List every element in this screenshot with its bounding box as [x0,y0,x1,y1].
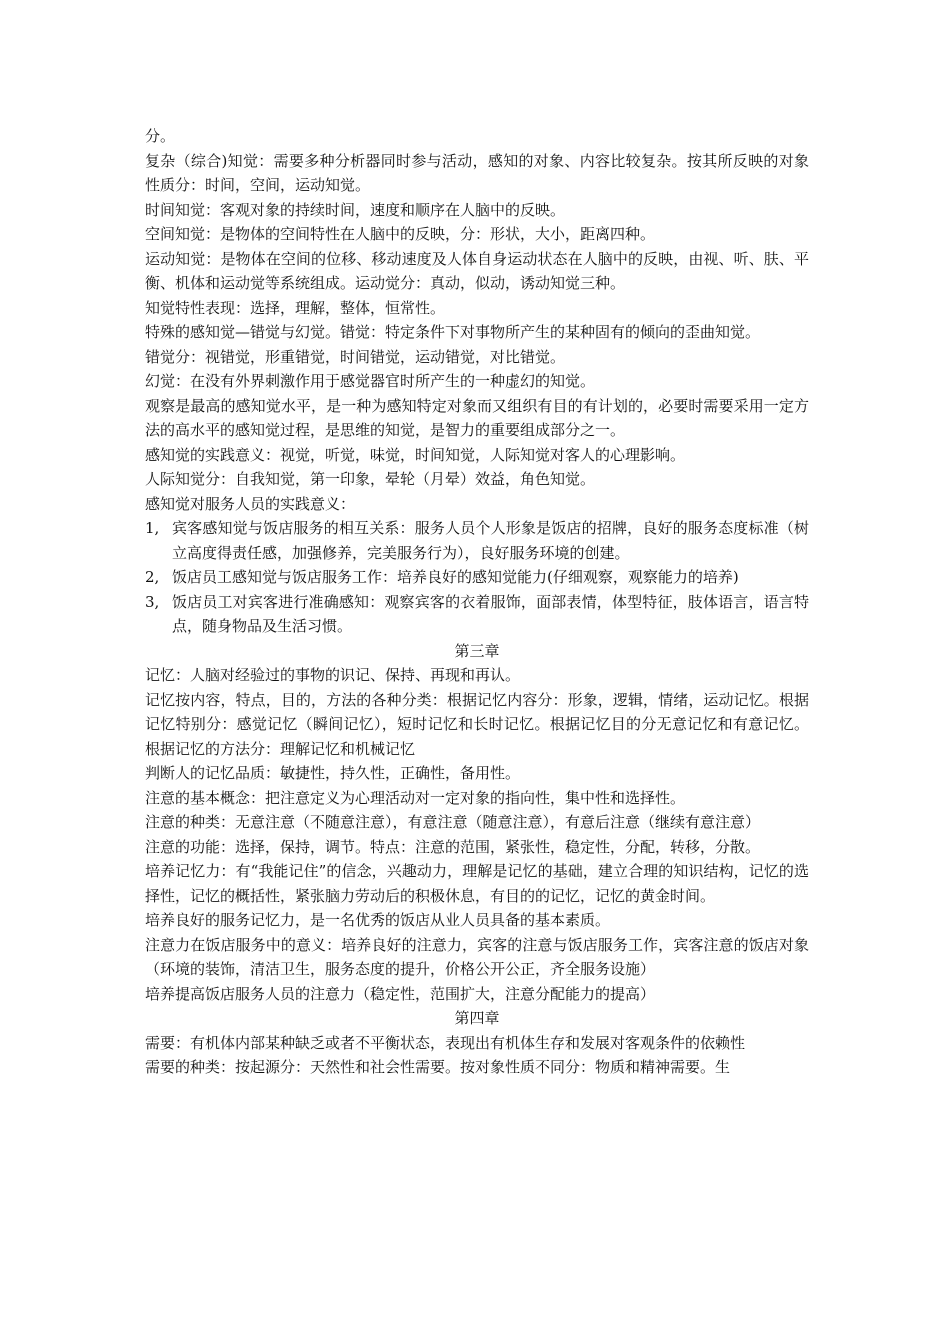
paragraph: 注意力在饭店服务中的意义：培养良好的注意力，宾客的注意与饭店服务工作，宾客注意的饭店对象（环境的装饰，清洁卫生，服务态度的提升，价格公开公正，齐全服务设施） [145,935,809,978]
list-item-text: 饭店员工对宾客进行准确感知：观察宾客的衣着服饰，面部表情，体型特征，肢体语言，语言特点，随身物品及生活习惯。 [172,592,809,635]
paragraph: 培养提高饭店服务人员的注意力（稳定性，范围扩大，注意分配能力的提高） [145,984,656,1003]
paragraph: 观察是最高的感知觉水平，是一种为感知特定对象而又组织有目的有计划的，必要时需要采用一定方法的高水平的感知觉过程，是思维的知觉，是智力的重要组成部分之一。 [145,396,809,439]
paragraph: 需要：有机体内部某种缺乏或者不平衡状态，表现出有机体生存和发展对客观条件的依赖性 [145,1033,746,1052]
paragraph: 注意的功能：选择，保持，调节。特点：注意的范围，紧张性，稳定性，分配，转移，分散。 [145,837,761,856]
paragraph: 知觉特性表现：选择，理解，整体，恒常性。 [145,298,446,317]
paragraph: 培养记忆力：有“我能记住”的信念，兴趣动力，理解是记忆的基础，建立合理的知识结构，记忆的选择性，记忆的概括性，紧张脑力劳动后的积极休息，有目的的记忆，记忆的黄金时间。 [145,862,809,905]
chapter-heading: 第四章 [454,1009,500,1027]
list-item-text: 饭店员工感知觉与饭店服务工作：培养良好的感知觉能力(仔细观察，观察能力的培养) [172,568,739,586]
list-item-text: 宾客感知觉与饭店服务的相互关系：服务人员个人形象是饭店的招牌，良好的服务态度标准（树立高度得责任感，加强修养，完美服务行为），良好服务环境的创建。 [172,519,809,562]
paragraph: 复杂（综合)知觉：需要多种分析器同时参与活动，感知的对象、内容比较复杂。按其所反映的对象性质分：时间，空间，运动知觉。 [145,151,809,194]
list-item [145,590,809,639]
paragraph: 特殊的感知觉—错觉与幻觉。错觉：特定条件下对事物所产生的某种固有的倾向的歪曲知觉。 [145,323,761,341]
paragraph: 注意的种类：无意注意（不随意注意），有意注意（随意注意），有意后注意（继续有意注意） [145,813,761,831]
paragraph: 需要的种类：按起源分：天然性和社会性需要。按对象性质不同分：物质和精神需要。生 [145,1058,731,1076]
paragraph: 注意的基本概念：把注意定义为心理活动对一定对象的指向性，集中性和选择性。 [145,788,686,807]
paragraph: 感知觉的实践意义：视觉，听觉，味觉，时间知觉，人际知觉对客人的心理影响。 [145,445,686,464]
paragraph: 分。 [145,127,176,145]
list-item-number: 2, [145,568,160,586]
paragraph: 时间知觉：客观对象的持续时间，速度和顺序在人脑中的反映。 [145,200,566,219]
list-item [145,565,809,590]
paragraph: 记忆按内容，特点，目的，方法的各种分类：根据记忆内容分：形象，逻辑，情绪，运动记忆。根据记忆特别分：感觉记忆（瞬间记忆），短时记忆和长时记忆。根据记忆目的分无意记忆和有意记忆。根据记忆的方法分：理解记忆和机械记忆 [145,690,809,758]
chapter-heading: 第三章 [454,641,500,660]
paragraph: 幻觉：在没有外界刺激作用于感觉器官时所产生的一种虚幻的知觉。 [145,372,596,390]
list-item [145,516,809,565]
paragraph: 空间知觉：是物体的空间特性在人脑中的反映，分：形状，大小，距离四种。 [145,225,656,243]
paragraph: 判断人的记忆品质：敏捷性，持久性，正确性，备用性。 [145,764,521,782]
paragraph: 错觉分：视错觉，形重错觉，时间错觉，运动错觉，对比错觉。 [145,347,566,366]
document-page [145,124,809,1080]
paragraph: 记忆：人脑对经验过的事物的识记、保持、再现和再认。 [145,666,521,684]
list-item-number: 3, [145,592,160,611]
paragraph: 培养良好的服务记忆力，是一名优秀的饭店从业人员具备的基本素质。 [145,911,611,929]
paragraph: 人际知觉分：自我知觉，第一印象，晕轮（月晕）效益，角色知觉。 [145,470,596,488]
paragraph: 运动知觉：是物体在空间的位移、移动速度及人体自身运动状态在人脑中的反映，由视、听、肤、平衡、机体和运动觉等系统组成。运动觉分：真动，似动，诱动知觉三种。 [145,249,809,292]
paragraph: 感知觉对服务人员的实践意义： [145,494,356,513]
list-item-number: 1, [145,519,160,537]
